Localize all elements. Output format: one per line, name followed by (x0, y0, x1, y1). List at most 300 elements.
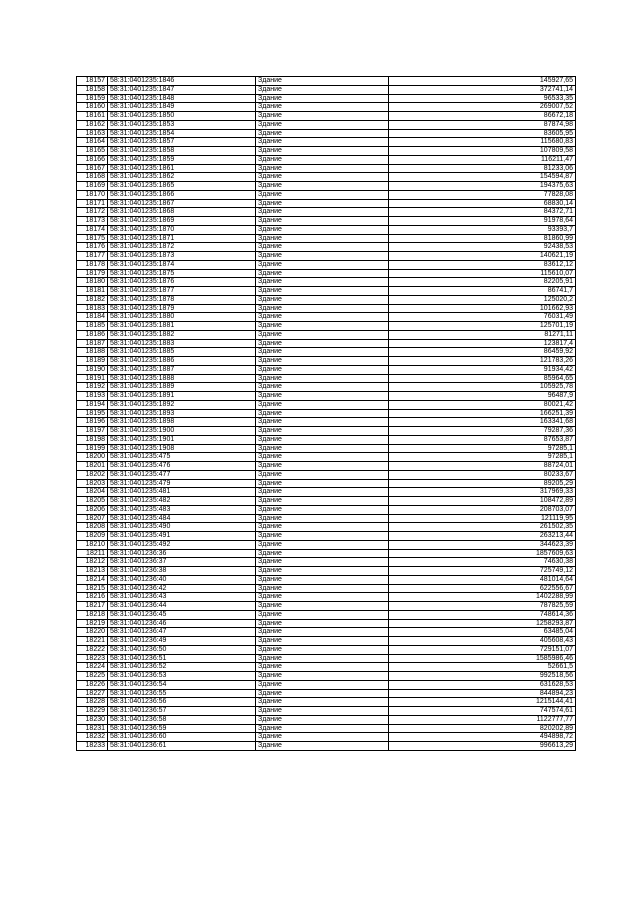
table-row (77, 103, 576, 112)
cadastral-number-cell: 58:31:0401236:52 (108, 663, 256, 672)
row-number-cell: 18201 (77, 462, 108, 471)
cadastral-value-cell: 108472,89 (389, 497, 576, 506)
cadastral-number-cell: 58:31:0401235:491 (108, 532, 256, 541)
table-row (77, 190, 576, 199)
object-type-cell: Здание (256, 103, 389, 112)
cadastral-value-cell: 1857609,63 (389, 549, 576, 558)
row-number-cell: 18158 (77, 85, 108, 94)
row-number-cell: 18190 (77, 365, 108, 374)
cadastral-number-cell: 58:31:0401235:1878 (108, 295, 256, 304)
row-number-cell: 18213 (77, 567, 108, 576)
row-number-cell: 18210 (77, 540, 108, 549)
object-type-cell: Здание (256, 637, 389, 646)
row-number-cell: 18231 (77, 724, 108, 733)
cadastral-value-cell: 52661,5 (389, 663, 576, 672)
cadastral-table-body (77, 77, 576, 751)
cadastral-value-cell: 101662,93 (389, 304, 576, 313)
cadastral-value-cell: 76031,49 (389, 313, 576, 322)
row-number-cell: 18200 (77, 453, 108, 462)
cadastral-value-cell: 208703,07 (389, 505, 576, 514)
object-type-cell: Здание (256, 532, 389, 541)
object-type-cell: Здание (256, 514, 389, 523)
object-type-cell: Здание (256, 94, 389, 103)
row-number-cell: 18195 (77, 409, 108, 418)
row-number-cell: 18173 (77, 217, 108, 226)
table-row (77, 243, 576, 252)
row-number-cell: 18199 (77, 444, 108, 453)
object-type-cell: Здание (256, 217, 389, 226)
table-row (77, 164, 576, 173)
row-number-cell: 18181 (77, 287, 108, 296)
row-number-cell: 18177 (77, 252, 108, 261)
row-number-cell: 18178 (77, 260, 108, 269)
object-type-cell: Здание (256, 724, 389, 733)
cadastral-number-cell: 58:31:0401235:476 (108, 462, 256, 471)
object-type-cell: Здание (256, 549, 389, 558)
row-number-cell: 18192 (77, 383, 108, 392)
table-row (77, 645, 576, 654)
row-number-cell: 18227 (77, 689, 108, 698)
cadastral-number-cell: 58:31:0401235:1881 (108, 322, 256, 331)
table-row (77, 120, 576, 129)
table-row (77, 435, 576, 444)
table-row (77, 85, 576, 94)
cadastral-value-cell: 631628,53 (389, 680, 576, 689)
object-type-cell: Здание (256, 409, 389, 418)
table-row (77, 488, 576, 497)
table-row (77, 409, 576, 418)
cadastral-number-cell: 58:31:0401235:1847 (108, 85, 256, 94)
cadastral-value-cell: 107809,58 (389, 147, 576, 156)
cadastral-number-cell: 58:31:0401235:1866 (108, 190, 256, 199)
object-type-cell: Здание (256, 190, 389, 199)
cadastral-value-cell: 1122777,77 (389, 715, 576, 724)
cadastral-number-cell: 58:31:0401235:1873 (108, 252, 256, 261)
cadastral-value-cell: 996613,29 (389, 742, 576, 751)
object-type-cell: Здание (256, 365, 389, 374)
table-row (77, 575, 576, 584)
cadastral-number-cell: 58:31:0401235:1868 (108, 208, 256, 217)
object-type-cell: Здание (256, 252, 389, 261)
cadastral-number-cell: 58:31:0401236:46 (108, 619, 256, 628)
cadastral-value-cell: 344623,39 (389, 540, 576, 549)
row-number-cell: 18170 (77, 190, 108, 199)
cadastral-number-cell: 58:31:0401235:1891 (108, 392, 256, 401)
cadastral-number-cell: 58:31:0401236:60 (108, 733, 256, 742)
cadastral-value-cell: 97285,1 (389, 453, 576, 462)
object-type-cell: Здание (256, 707, 389, 716)
cadastral-value-cell: 729151,07 (389, 645, 576, 654)
cadastral-value-cell: 77828,08 (389, 190, 576, 199)
cadastral-value-cell: 481014,64 (389, 575, 576, 584)
cadastral-number-cell: 58:31:0401235:479 (108, 479, 256, 488)
row-number-cell: 18171 (77, 199, 108, 208)
table-row (77, 94, 576, 103)
cadastral-value-cell: 1215144,41 (389, 698, 576, 707)
cadastral-number-cell: 58:31:0401236:44 (108, 602, 256, 611)
cadastral-value-cell: 747574,61 (389, 707, 576, 716)
row-number-cell: 18226 (77, 680, 108, 689)
cadastral-number-cell: 58:31:0401235:492 (108, 540, 256, 549)
row-number-cell: 18230 (77, 715, 108, 724)
cadastral-value-cell: 405608,43 (389, 637, 576, 646)
row-number-cell: 18174 (77, 225, 108, 234)
object-type-cell: Здание (256, 392, 389, 401)
table-row (77, 549, 576, 558)
object-type-cell: Здание (256, 374, 389, 383)
table-row (77, 199, 576, 208)
cadastral-number-cell: 58:31:0401235:1898 (108, 418, 256, 427)
object-type-cell: Здание (256, 85, 389, 94)
object-type-cell: Здание (256, 689, 389, 698)
object-type-cell: Здание (256, 77, 389, 86)
cadastral-number-cell: 58:31:0401236:43 (108, 593, 256, 602)
cadastral-value-cell: 80233,67 (389, 470, 576, 479)
table-row (77, 313, 576, 322)
object-type-cell: Здание (256, 628, 389, 637)
table-row (77, 637, 576, 646)
table-row (77, 225, 576, 234)
table-row (77, 182, 576, 191)
cadastral-value-cell: 372741,14 (389, 85, 576, 94)
object-type-cell: Здание (256, 129, 389, 138)
cadastral-value-cell: 91934,42 (389, 365, 576, 374)
cadastral-number-cell: 58:31:0401236:54 (108, 680, 256, 689)
row-number-cell: 18172 (77, 208, 108, 217)
object-type-cell: Здание (256, 435, 389, 444)
cadastral-value-cell: 85964,65 (389, 374, 576, 383)
row-number-cell: 18219 (77, 619, 108, 628)
row-number-cell: 18193 (77, 392, 108, 401)
object-type-cell: Здание (256, 427, 389, 436)
row-number-cell: 18228 (77, 698, 108, 707)
row-number-cell: 18232 (77, 733, 108, 742)
table-row (77, 523, 576, 532)
table-row (77, 444, 576, 453)
object-type-cell: Здание (256, 645, 389, 654)
object-type-cell: Здание (256, 112, 389, 121)
object-type-cell: Здание (256, 698, 389, 707)
cadastral-value-cell: 96533,35 (389, 94, 576, 103)
cadastral-number-cell: 58:31:0401235:1869 (108, 217, 256, 226)
cadastral-number-cell: 58:31:0401235:1888 (108, 374, 256, 383)
table-row (77, 672, 576, 681)
object-type-cell: Здание (256, 575, 389, 584)
row-number-cell: 18183 (77, 304, 108, 313)
table-row (77, 392, 576, 401)
object-type-cell: Здание (256, 715, 389, 724)
table-row (77, 77, 576, 86)
cadastral-value-cell: 154594,87 (389, 173, 576, 182)
object-type-cell: Здание (256, 138, 389, 147)
cadastral-value-cell: 622556,67 (389, 584, 576, 593)
cadastral-value-cell: 787825,59 (389, 602, 576, 611)
cadastral-number-cell: 58:31:0401236:47 (108, 628, 256, 637)
table-row (77, 742, 576, 751)
cadastral-value-cell: 97285,1 (389, 444, 576, 453)
cadastral-value-cell: 93393,7 (389, 225, 576, 234)
cadastral-value-cell: 81271,11 (389, 330, 576, 339)
cadastral-number-cell: 58:31:0401235:1872 (108, 243, 256, 252)
row-number-cell: 18182 (77, 295, 108, 304)
row-number-cell: 18224 (77, 663, 108, 672)
cadastral-number-cell: 58:31:0401235:483 (108, 505, 256, 514)
table-row (77, 287, 576, 296)
object-type-cell: Здание (256, 680, 389, 689)
table-row (77, 514, 576, 523)
table-row (77, 295, 576, 304)
cadastral-value-cell: 105925,78 (389, 383, 576, 392)
cadastral-number-cell: 58:31:0401235:1893 (108, 409, 256, 418)
row-number-cell: 18185 (77, 322, 108, 331)
object-type-cell: Здание (256, 182, 389, 191)
table-row (77, 462, 576, 471)
cadastral-number-cell: 58:31:0401235:1874 (108, 260, 256, 269)
cadastral-number-cell: 58:31:0401235:477 (108, 470, 256, 479)
table-row (77, 707, 576, 716)
cadastral-value-cell: 80021,42 (389, 400, 576, 409)
object-type-cell: Здание (256, 400, 389, 409)
cadastral-table (76, 76, 576, 751)
cadastral-value-cell: 163341,68 (389, 418, 576, 427)
cadastral-value-cell: 263213,44 (389, 532, 576, 541)
object-type-cell: Здание (256, 383, 389, 392)
cadastral-number-cell: 58:31:0401236:59 (108, 724, 256, 733)
object-type-cell: Здание (256, 173, 389, 182)
row-number-cell: 18225 (77, 672, 108, 681)
table-row (77, 112, 576, 121)
cadastral-value-cell: 81860,99 (389, 234, 576, 243)
object-type-cell: Здание (256, 540, 389, 549)
object-type-cell: Здание (256, 558, 389, 567)
cadastral-number-cell: 58:31:0401236:42 (108, 584, 256, 593)
object-type-cell: Здание (256, 278, 389, 287)
cadastral-value-cell: 115610,07 (389, 269, 576, 278)
row-number-cell: 18222 (77, 645, 108, 654)
row-number-cell: 18189 (77, 357, 108, 366)
cadastral-value-cell: 115680,83 (389, 138, 576, 147)
table-row (77, 260, 576, 269)
table-row (77, 593, 576, 602)
cadastral-number-cell: 58:31:0401235:481 (108, 488, 256, 497)
object-type-cell: Здание (256, 733, 389, 742)
object-type-cell: Здание (256, 287, 389, 296)
row-number-cell: 18187 (77, 339, 108, 348)
table-row (77, 155, 576, 164)
cadastral-value-cell: 140621,19 (389, 252, 576, 261)
cadastral-value-cell: 84372,71 (389, 208, 576, 217)
cadastral-number-cell: 58:31:0401235:1865 (108, 182, 256, 191)
table-row (77, 654, 576, 663)
cadastral-number-cell: 58:31:0401235:1871 (108, 234, 256, 243)
cadastral-value-cell: 125020,2 (389, 295, 576, 304)
object-type-cell: Здание (256, 497, 389, 506)
cadastral-number-cell: 58:31:0401235:1885 (108, 348, 256, 357)
cadastral-value-cell: 992518,56 (389, 672, 576, 681)
object-type-cell: Здание (256, 523, 389, 532)
cadastral-number-cell: 58:31:0401236:53 (108, 672, 256, 681)
object-type-cell: Здание (256, 505, 389, 514)
cadastral-value-cell: 74630,38 (389, 558, 576, 567)
cadastral-number-cell: 58:31:0401235:1876 (108, 278, 256, 287)
row-number-cell: 18157 (77, 77, 108, 86)
table-row (77, 610, 576, 619)
row-number-cell: 18198 (77, 435, 108, 444)
row-number-cell: 18211 (77, 549, 108, 558)
table-row (77, 374, 576, 383)
cadastral-value-cell: 86459,92 (389, 348, 576, 357)
cadastral-value-cell: 748614,36 (389, 610, 576, 619)
row-number-cell: 18203 (77, 479, 108, 488)
cadastral-value-cell: 844894,23 (389, 689, 576, 698)
cadastral-number-cell: 58:31:0401235:1854 (108, 129, 256, 138)
table-row (77, 497, 576, 506)
cadastral-number-cell: 58:31:0401235:1892 (108, 400, 256, 409)
cadastral-number-cell: 58:31:0401235:475 (108, 453, 256, 462)
object-type-cell: Здание (256, 418, 389, 427)
object-type-cell: Здание (256, 462, 389, 471)
cadastral-number-cell: 58:31:0401235:1857 (108, 138, 256, 147)
cadastral-number-cell: 58:31:0401235:1846 (108, 77, 256, 86)
row-number-cell: 18176 (77, 243, 108, 252)
table-row (77, 532, 576, 541)
cadastral-value-cell: 82205,91 (389, 278, 576, 287)
row-number-cell: 18188 (77, 348, 108, 357)
cadastral-value-cell: 83605,95 (389, 129, 576, 138)
cadastral-value-cell: 1402288,99 (389, 593, 576, 602)
row-number-cell: 18204 (77, 488, 108, 497)
cadastral-value-cell: 68830,14 (389, 199, 576, 208)
table-row (77, 733, 576, 742)
cadastral-value-cell: 261502,35 (389, 523, 576, 532)
cadastral-number-cell: 58:31:0401236:56 (108, 698, 256, 707)
cadastral-value-cell: 725749,12 (389, 567, 576, 576)
cadastral-value-cell: 494898,72 (389, 733, 576, 742)
cadastral-number-cell: 58:31:0401236:36 (108, 549, 256, 558)
row-number-cell: 18207 (77, 514, 108, 523)
object-type-cell: Здание (256, 199, 389, 208)
cadastral-number-cell: 58:31:0401235:490 (108, 523, 256, 532)
table-row (77, 339, 576, 348)
object-type-cell: Здание (256, 260, 389, 269)
cadastral-value-cell: 88724,01 (389, 462, 576, 471)
cadastral-number-cell: 58:31:0401236:51 (108, 654, 256, 663)
cadastral-number-cell: 58:31:0401236:58 (108, 715, 256, 724)
object-type-cell: Здание (256, 313, 389, 322)
cadastral-value-cell: 96487,9 (389, 392, 576, 401)
object-type-cell: Здание (256, 208, 389, 217)
cadastral-number-cell: 58:31:0401236:55 (108, 689, 256, 698)
cadastral-value-cell: 86741,7 (389, 287, 576, 296)
object-type-cell: Здание (256, 742, 389, 751)
table-row (77, 234, 576, 243)
object-type-cell: Здание (256, 155, 389, 164)
cadastral-value-cell: 87653,87 (389, 435, 576, 444)
object-type-cell: Здание (256, 672, 389, 681)
cadastral-value-cell: 269007,52 (389, 103, 576, 112)
cadastral-value-cell: 125701,19 (389, 322, 576, 331)
cadastral-value-cell: 91978,64 (389, 217, 576, 226)
row-number-cell: 18162 (77, 120, 108, 129)
row-number-cell: 18229 (77, 707, 108, 716)
object-type-cell: Здание (256, 348, 389, 357)
table-row (77, 304, 576, 313)
row-number-cell: 18205 (77, 497, 108, 506)
table-row (77, 217, 576, 226)
table-row (77, 147, 576, 156)
row-number-cell: 18167 (77, 164, 108, 173)
object-type-cell: Здание (256, 234, 389, 243)
table-row (77, 584, 576, 593)
table-row (77, 330, 576, 339)
row-number-cell: 18217 (77, 602, 108, 611)
cadastral-number-cell: 58:31:0401235:1858 (108, 147, 256, 156)
table-row (77, 269, 576, 278)
object-type-cell: Здание (256, 602, 389, 611)
cadastral-number-cell: 58:31:0401235:1875 (108, 269, 256, 278)
object-type-cell: Здание (256, 147, 389, 156)
object-type-cell: Здание (256, 322, 389, 331)
object-type-cell: Здание (256, 295, 389, 304)
cadastral-number-cell: 58:31:0401235:1908 (108, 444, 256, 453)
cadastral-number-cell: 58:31:0401235:1900 (108, 427, 256, 436)
table-row (77, 453, 576, 462)
object-type-cell: Здание (256, 584, 389, 593)
table-row (77, 208, 576, 217)
table-row (77, 383, 576, 392)
row-number-cell: 18169 (77, 182, 108, 191)
row-number-cell: 18184 (77, 313, 108, 322)
object-type-cell: Здание (256, 479, 389, 488)
cadastral-value-cell: 121119,95 (389, 514, 576, 523)
object-type-cell: Здание (256, 330, 389, 339)
cadastral-value-cell: 1258293,87 (389, 619, 576, 628)
table-row (77, 138, 576, 147)
object-type-cell: Здание (256, 339, 389, 348)
table-row (77, 479, 576, 488)
cadastral-value-cell: 820202,89 (389, 724, 576, 733)
cadastral-value-cell: 79287,36 (389, 427, 576, 436)
table-row (77, 418, 576, 427)
table-row (77, 365, 576, 374)
cadastral-value-cell: 194375,63 (389, 182, 576, 191)
row-number-cell: 18165 (77, 147, 108, 156)
row-number-cell: 18212 (77, 558, 108, 567)
row-number-cell: 18175 (77, 234, 108, 243)
cadastral-number-cell: 58:31:0401235:1862 (108, 173, 256, 182)
row-number-cell: 18191 (77, 374, 108, 383)
table-row (77, 470, 576, 479)
object-type-cell: Здание (256, 120, 389, 129)
table-row (77, 357, 576, 366)
object-type-cell: Здание (256, 243, 389, 252)
table-row (77, 400, 576, 409)
row-number-cell: 18168 (77, 173, 108, 182)
object-type-cell: Здание (256, 610, 389, 619)
table-row (77, 173, 576, 182)
cadastral-number-cell: 58:31:0401235:1889 (108, 383, 256, 392)
cadastral-number-cell: 58:31:0401235:1879 (108, 304, 256, 313)
row-number-cell: 18160 (77, 103, 108, 112)
cadastral-value-cell: 87874,98 (389, 120, 576, 129)
row-number-cell: 18208 (77, 523, 108, 532)
object-type-cell: Здание (256, 304, 389, 313)
row-number-cell: 18161 (77, 112, 108, 121)
cadastral-number-cell: 58:31:0401235:1886 (108, 357, 256, 366)
cadastral-number-cell: 58:31:0401235:1850 (108, 112, 256, 121)
row-number-cell: 18220 (77, 628, 108, 637)
object-type-cell: Здание (256, 663, 389, 672)
